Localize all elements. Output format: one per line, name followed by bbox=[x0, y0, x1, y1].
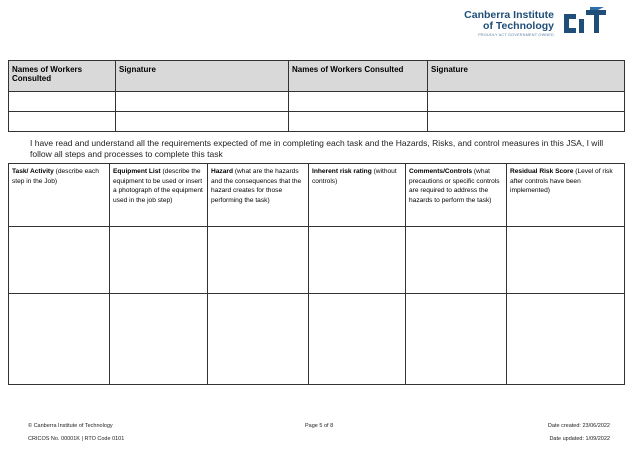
header-residual-risk: Residual Risk Score (Level of risk after controls have been implemented) bbox=[507, 164, 625, 227]
inherent-risk-cell[interactable] bbox=[309, 294, 406, 385]
consult-cell-name[interactable] bbox=[289, 112, 428, 132]
footer-cricos: CRICOS No. 00001K | RTO Code 0101 bbox=[28, 436, 125, 442]
header-comments-controls: Comments/Controls (what precautions or specific controls are required to address the hazards to perform the task) bbox=[406, 164, 507, 227]
consult-row bbox=[9, 112, 625, 132]
footer-date-updated: Date updated: 1/09/2022 bbox=[549, 436, 610, 442]
logo-tagline: PROUDLY ACT GOVERNMENT OWNED bbox=[478, 33, 554, 37]
risk-row bbox=[9, 294, 625, 385]
controls-cell[interactable] bbox=[406, 227, 507, 294]
consult-header-names-1: Names of Workers Consulted bbox=[9, 61, 116, 92]
consult-header-signature-1: Signature bbox=[116, 61, 289, 92]
cit-logo-mark-icon bbox=[560, 4, 610, 42]
residual-risk-cell[interactable] bbox=[507, 294, 625, 385]
declaration-text: I have read and understand all the requirements expected of me in completing each task and the Hazards, Risks, and control measures in this JSA, I will follow all steps and processes to complete this task bbox=[30, 138, 604, 159]
logo-wordmark bbox=[464, 10, 554, 31]
risk-row bbox=[9, 227, 625, 294]
risk-header-row bbox=[9, 164, 625, 227]
workers-consulted-table bbox=[8, 60, 625, 132]
cit-logo bbox=[410, 4, 610, 44]
hazard-cell[interactable] bbox=[208, 227, 309, 294]
consult-cell-name[interactable] bbox=[9, 92, 116, 112]
controls-cell[interactable] bbox=[406, 294, 507, 385]
risk-assessment-table bbox=[8, 163, 625, 385]
consult-header-signature-2: Signature bbox=[428, 61, 625, 92]
equipment-cell[interactable] bbox=[110, 294, 208, 385]
footer-date-created: Date created: 23/06/2022 bbox=[547, 423, 610, 429]
task-cell[interactable] bbox=[9, 294, 110, 385]
consult-cell-signature[interactable] bbox=[428, 92, 625, 112]
header-inherent-risk: Inherent risk rating (without controls) bbox=[309, 164, 406, 227]
header-equipment-list: Equipment List (describe the equipment to be used or insert a photograph of the equipment used in the job step) bbox=[110, 164, 208, 227]
logo-line-2: of Technology bbox=[483, 19, 554, 32]
consult-cell-signature[interactable] bbox=[116, 112, 289, 132]
consult-cell-name[interactable] bbox=[9, 112, 116, 132]
header-task-activity: Task/ Activity (describe each step in the Job) bbox=[9, 164, 110, 227]
consult-row bbox=[9, 92, 625, 112]
task-cell[interactable] bbox=[9, 227, 110, 294]
consult-header-row bbox=[9, 61, 625, 92]
footer-page-number: Page 5 of 8 bbox=[305, 423, 334, 429]
consult-header-names-2: Names of Workers Consulted bbox=[289, 61, 428, 92]
inherent-risk-cell[interactable] bbox=[309, 227, 406, 294]
consult-cell-signature[interactable] bbox=[116, 92, 289, 112]
residual-risk-cell[interactable] bbox=[507, 227, 625, 294]
consult-cell-name[interactable] bbox=[289, 92, 428, 112]
consult-cell-signature[interactable] bbox=[428, 112, 625, 132]
footer-copyright: © Canberra Institute of Technology bbox=[28, 423, 113, 429]
logo-line-1: Canberra Institute bbox=[464, 9, 554, 21]
equipment-cell[interactable] bbox=[110, 227, 208, 294]
hazard-cell[interactable] bbox=[208, 294, 309, 385]
header-hazard: Hazard (what are the hazards and the consequences that the hazard creates for those performing the task) bbox=[208, 164, 309, 227]
